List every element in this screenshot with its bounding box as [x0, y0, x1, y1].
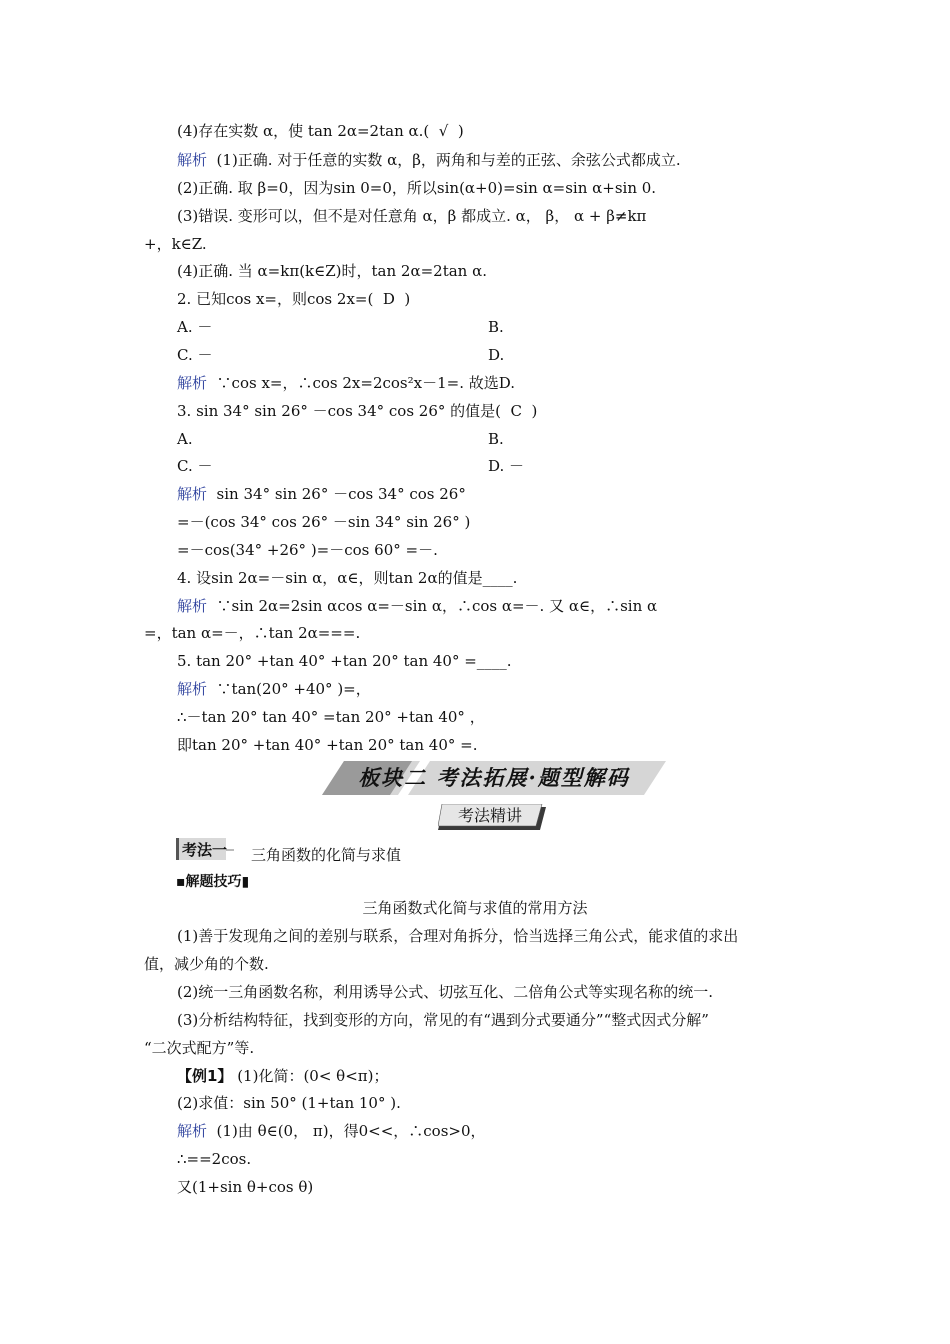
analysis-label: 解析 [177, 597, 208, 615]
line-5: +，k∈Z. [144, 235, 207, 253]
line-22: ∴－tan 20° tan 40° =tan 20° +tan 40° ， [177, 708, 485, 726]
line-15: =－(cos 34° cos 26° －sin 34° sin 26° ) [177, 513, 471, 531]
analysis-label: 解析 [177, 151, 208, 169]
line-21: 解析 ∵tan(20° +40° )=， [177, 680, 371, 698]
topic-title: 三角函数的化简与求值 [251, 846, 402, 864]
analysis-label: 解析 [177, 680, 208, 698]
para-3a: (3)分析结构特征，找到变形的方向，常见的有“遇到分式要通分”“整式因式分解” [177, 1011, 709, 1029]
tips-heading: ▪解题技巧▮ [176, 874, 250, 890]
option-c: C. － [177, 457, 213, 475]
sub-banner [438, 804, 546, 830]
question-2: 2. 已知cos x=，则cos 2x=( D ) [177, 290, 411, 308]
option-a: A. － [177, 318, 213, 336]
example-label: 【例1】 [177, 1067, 233, 1085]
solution-line-3: 又(1+sin θ+cos θ) [177, 1178, 314, 1196]
line-10: 解析 ∵cos x=，∴cos 2x=2cos²x－1=. 故选D. [177, 374, 515, 392]
option-d: D. － [488, 457, 525, 475]
para-1b: 值，减少角的个数. [144, 955, 269, 973]
line-1: (4)存在实数 α，使 tan 2α=2tan α.( √ ) [177, 122, 464, 140]
option-c: C. － [177, 346, 213, 364]
line-18: 解析 ∵sin 2α=2sin αcos α=－sin α，∴cos α=－. 又 α∈，∴sin α [177, 597, 658, 615]
option-b: B. [488, 430, 504, 448]
line-2: 解析 (1)正确. 对于任意的实数 α，β，两角和与差的正弦、余弦公式都成立. [177, 151, 681, 169]
line-6: (4)正确. 当 α=kπ(k∈Z)时，tan 2α=2tan α. [177, 262, 487, 280]
solution-line-2: ∴==2cos. [177, 1150, 252, 1168]
analysis-label: 解析 [177, 374, 208, 392]
example-line-2: (2)求值：sin 50° (1+tan 10° ). [177, 1094, 401, 1112]
method-tag [176, 838, 234, 860]
example-line-1: 【例1】 (1)化简：(0< θ<π)； [177, 1067, 389, 1085]
line-3: (2)正确. 取 β=0，因为sin 0=0，所以sin(α+0)=sin α=sin α+sin 0. [177, 179, 657, 197]
section-banner [322, 761, 666, 795]
option-d: D. [488, 346, 505, 364]
para-3b: “二次式配方”等. [144, 1039, 255, 1057]
question-3: 3. sin 34° sin 26° －cos 34° cos 26° 的值是( C ) [177, 402, 538, 420]
analysis-label: 解析 [177, 1122, 208, 1140]
question-4: 4. 设sin 2α=－sin α，α∈，则tan 2α的值是____. [177, 569, 518, 587]
line-23: 即tan 20° +tan 40° +tan 20° tan 40° =. [177, 736, 478, 754]
line-19: =，tan α=－，∴tan 2α===. [144, 624, 361, 642]
method-title: 三角函数式化简与求值的常用方法 [362, 899, 588, 917]
line-16: =－cos(34° +26° )=－cos 60° =－. [177, 541, 438, 559]
para-1a: (1)善于发现角之间的差别与联系，合理对角拆分，恰当选择三角公式，能求值的求出 [177, 927, 739, 945]
line-4: (3)错误. 变形可以，但不是对任意角 α，β 都成立. α， β， α + β≠kπ [177, 207, 647, 225]
option-a: A. [177, 430, 193, 448]
para-2: (2)统一三角函数名称，利用诱导公式、切弦互化、二倍角公式等实现名称的统一. [177, 983, 714, 1001]
sub-banner-title: 考法精讲 [457, 806, 522, 825]
banner-title: 板块二 考法拓展·题型解码 [358, 765, 630, 790]
tag-label: 考法一 [182, 841, 228, 859]
question-5: 5. tan 20° +tan 40° +tan 20° tan 40° =____. [177, 652, 512, 670]
option-b: B. [488, 318, 504, 336]
line-14: 解析 sin 34° sin 26° －cos 34° cos 26° [177, 485, 466, 503]
solution-line-1: 解析 (1)由 θ∈(0， π)，得0<<，∴cos>0， [177, 1122, 486, 1140]
analysis-label: 解析 [177, 485, 208, 503]
